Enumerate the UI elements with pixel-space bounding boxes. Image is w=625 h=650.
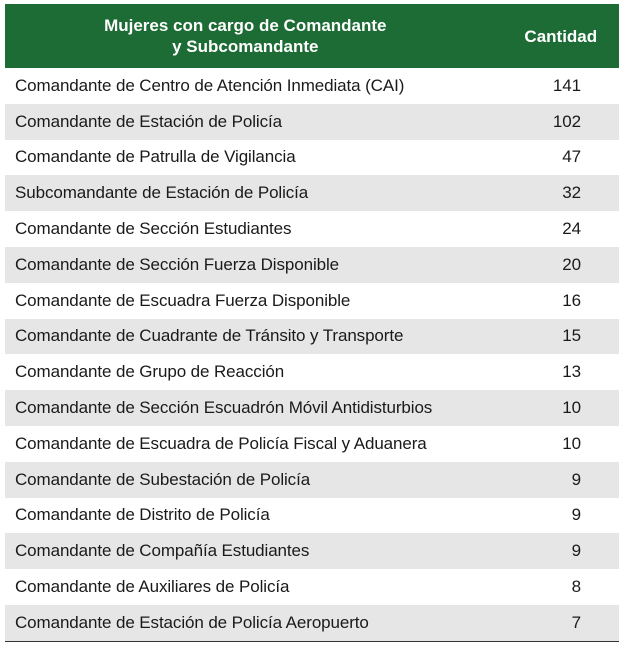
table-row: [5, 462, 619, 498]
table-row: [5, 390, 619, 426]
quantity-cell: 7: [511, 605, 619, 641]
table-row: [5, 354, 619, 390]
quantity-cell: 15: [511, 319, 619, 355]
table-row: [5, 68, 619, 104]
role-cell: Comandante de Estación de Policía Aeropuerto: [5, 605, 511, 641]
table-row: [5, 175, 619, 211]
role-cell: Comandante de Distrito de Policía: [15, 505, 270, 525]
table-header: [5, 4, 619, 68]
table-row: [5, 140, 619, 176]
table-row: [5, 319, 619, 355]
role-cell: Comandante de Grupo de Reacción: [15, 362, 285, 382]
role-cell: Comandante de Compañía Estudiantes: [5, 533, 511, 569]
quantity-cell: 47: [562, 147, 581, 167]
quantity-cell: 24: [562, 219, 581, 239]
quantity-cell: 9: [571, 505, 581, 525]
role-cell: Comandante de Estación de Policía: [5, 104, 511, 140]
table-row: [5, 247, 619, 283]
quantity-cell: 9: [511, 533, 619, 569]
table-row: [5, 569, 619, 605]
table-body: [5, 68, 619, 641]
quantity-cell: 9: [511, 462, 619, 498]
table-row: [5, 498, 619, 534]
table-row: [5, 211, 619, 247]
role-cell: Comandante de Centro de Atención Inmediata (CAI): [15, 75, 405, 95]
quantity-cell: 8: [571, 577, 581, 597]
column-header-role-line1: Mujeres con cargo de Comandante: [104, 16, 387, 35]
table-row: [5, 283, 619, 319]
quantity-cell: 10: [562, 433, 581, 453]
table-row: [5, 605, 619, 641]
table-row: [5, 104, 619, 140]
role-cell: Subcomandante de Estación de Policía: [5, 175, 511, 211]
role-cell: Comandante de Sección Escuadrón Móvil Antidisturbios: [5, 390, 511, 426]
role-cell: Comandante de Sección Estudiantes: [15, 219, 292, 239]
table-row: [5, 533, 619, 569]
quantity-cell: 32: [511, 175, 619, 211]
column-header-role-line2: y Subcomandante: [172, 37, 319, 56]
women-commanders-table: [5, 4, 619, 642]
role-cell: Comandante de Sección Fuerza Disponible: [5, 247, 511, 283]
role-cell: Comandante de Patrulla de Vigilancia: [15, 147, 296, 167]
column-header-quantity: Cantidad: [511, 4, 619, 68]
header-row: [5, 4, 619, 68]
role-cell: Comandante de Auxiliares de Policía: [15, 577, 290, 597]
column-header-role: [5, 4, 511, 68]
quantity-cell: 13: [562, 362, 581, 382]
role-cell: Comandante de Cuadrante de Tránsito y Transporte: [5, 319, 511, 355]
quantity-cell: 10: [511, 390, 619, 426]
table-row: [5, 426, 619, 462]
quantity-cell: 102: [511, 104, 619, 140]
quantity-cell: 141: [552, 75, 581, 95]
quantity-cell: 16: [562, 290, 581, 310]
role-cell: Comandante de Escuadra de Policía Fiscal y Aduanera: [15, 433, 427, 453]
quantity-cell: 20: [511, 247, 619, 283]
role-cell: Comandante de Subestación de Policía: [5, 462, 511, 498]
role-cell: Comandante de Escuadra Fuerza Disponible: [15, 290, 351, 310]
